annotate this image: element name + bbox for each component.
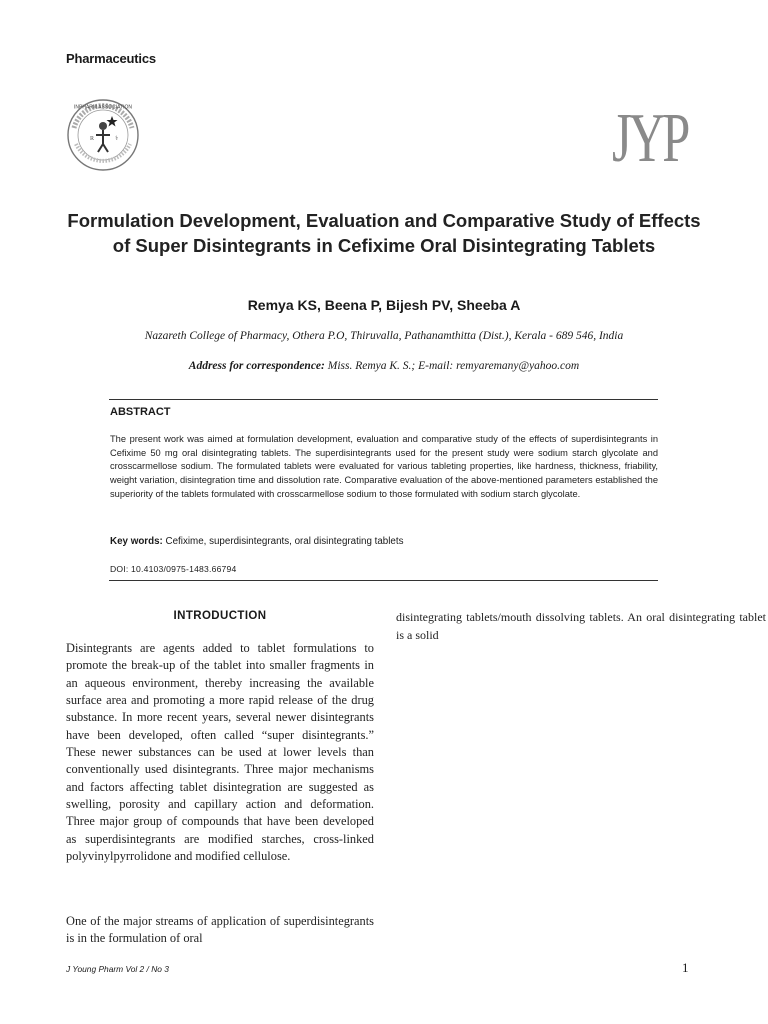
section-heading-introduction: INTRODUCTION — [173, 610, 267, 622]
doi-link[interactable]: DOI: 10.4103/0975-1483.66794 — [110, 564, 237, 574]
page-number: 1 — [682, 960, 689, 975]
body-paragraph: Disintegrants are agents added to tablet formulations to promote the break-up of the tablet into smaller fragments in an aqueous environment, thereby increasing the available surface area and promoting a more rapid release of the drug substance. In more recent years, several newer disintegrants have been developed, often called “super disintegrants.” These newer substances can be used at lower levels than conventionally used disintegrants. Three major mechanisms and factors affecting tablet disintegration are suggested as swelling, porosity and capillary action and deformation. Three major group of compounds that have been developed as superdisintegrants are modified starches, cross-linked polyvinylpyrrolidone and modified cellulose. — [66, 641, 374, 864]
keywords-label: Key words: — [110, 536, 163, 547]
footer-citation: J Young Pharm Vol 2 / No 3 — [66, 964, 169, 974]
correspondence — [60, 360, 708, 372]
article-title: Formulation Development, Evaluation and Comparative Study of Effects of Super Disintegrants in Cefixime Oral Disintegrating Tablets — [67, 210, 701, 256]
correspondence-text: Miss. Remya K. S.; E-mail: remyaremany@yahoo.com — [324, 360, 580, 372]
svg-text:⚕: ⚕ — [115, 136, 119, 142]
abstract-heading: ABSTRACT — [110, 406, 171, 418]
svg-text:R: R — [90, 136, 95, 142]
affiliation: Nazareth College of Pharmacy, Othera P.O, Thiruvalla, Pathanamthitta (Dist.), Kerala - 689 546, India — [144, 330, 624, 342]
abstract-body: The present work was aimed at formulation development, evaluation and comparative study of the effects of superdisintegrants in Cefixime 50 mg oral disintegrating tablets. The superdisintegrants used for the present study were sodium starch glycolate and crosscarmellose sodium. The formulated tablets were evaluated for various tableting properties, like hardness, thickness, friability, weight variation, disintegration time and dissolution rate. Comparative evaluation of the above-mentioned parameters established the superiority of the tablets formulated with crosscarmellose sodium to those formulated with sodium starch glycolate. — [110, 434, 658, 499]
body-paragraph-right: disintegrating tablets/mouth dissolving tablets. An oral disintegrating tablet is a solid — [396, 610, 766, 642]
correspondence-label: Address for correspondence: — [188, 360, 325, 372]
keywords-text: Cefixime, superdisintegrants, oral disintegrating tablets — [162, 536, 404, 547]
abstract-bottom-rule — [109, 580, 658, 581]
abstract-top-rule — [109, 399, 658, 400]
logo-lettering: INPHARM ASSOCIATION — [74, 104, 132, 111]
section-label: Pharmaceutics — [66, 51, 156, 66]
author-list: Remya KS, Beena P, Bijesh PV, Sheeba A — [247, 297, 521, 313]
keywords — [110, 536, 658, 547]
body-paragraph: One of the major streams of application of superdisintegrants is in the formulation of oral — [66, 914, 374, 946]
association-logo — [66, 98, 140, 172]
journal-logo: JYP — [612, 100, 688, 177]
